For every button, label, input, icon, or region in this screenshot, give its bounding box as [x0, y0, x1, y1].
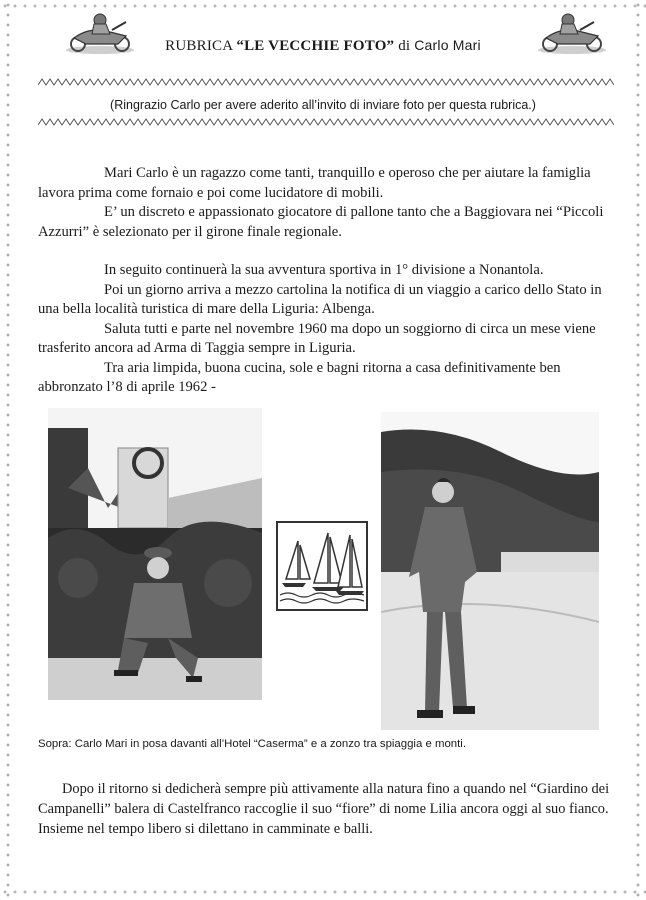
zigzag-divider-top	[38, 78, 614, 86]
paragraph: In seguito continuerà la sua avventura sportiva in 1° divisione a Nonantola.	[104, 262, 544, 278]
dotted-border-left	[4, 0, 12, 900]
rubric-title: “LE VECCHIE FOTO”	[236, 38, 395, 54]
photo-hotel-caserma	[48, 408, 262, 700]
sailboats-icon	[276, 521, 368, 611]
article-closing	[38, 780, 614, 839]
thanks-note: (Ringrazio Carlo per avere aderito all’invito di inviare foto per questa rubrica.)	[110, 98, 536, 112]
paragraph: Saluta tutti e parte nel novembre 1960 ma dopo un soggiorno di circa un mese viene trasferito ancora ad Arma di Taggia sempre in Liguria.	[38, 320, 596, 356]
paragraph: E’ un discreto e appassionato giocatore di pallone tanto che a Baggiovara nei “Piccoli Azzurri” è selezionato per il girone finale regionale.	[38, 204, 604, 240]
rubric-author: Carlo Mari	[414, 37, 481, 53]
dotted-border-top	[0, 2, 646, 10]
article-intro	[38, 164, 614, 242]
photo-spiaggia-monti	[381, 412, 599, 730]
paragraph: Dopo il ritorno si dedicherà sempre più attivamente alla natura fino a quando nel “Giardino dei Campanelli” balera di Castelfranco raccoglie il suo “fiore” di nome Lilia ancora oggi al suo fianco. Insieme nel tempo libero si dilettano in camminate e balli.	[38, 781, 610, 837]
rubric-prefix: RUBRICA	[165, 38, 237, 54]
photo-caption: Sopra: Carlo Mari in posa davanti all’Hotel “Caserma” e a zonzo tra spiaggia e monti.	[38, 738, 466, 750]
paragraph: Mari Carlo è un ragazzo come tanti, tranquillo e operoso che per aiutare la famiglia lavora prima come fornaio e poi come lucidatore di mobili.	[38, 165, 591, 201]
dotted-border-bottom	[0, 888, 646, 896]
rubric-by: di	[394, 38, 415, 54]
rubric-heading	[0, 37, 646, 55]
dotted-border-right	[634, 0, 642, 900]
article-middle	[38, 261, 614, 398]
zigzag-divider-bottom	[38, 118, 614, 126]
paragraph: Tra aria limpida, buona cucina, sole e bagni ritorna a casa definitivamente ben abbronzato l’8 di aprile 1962 -	[38, 359, 561, 395]
paragraph: Poi un giorno arriva a mezzo cartolina la notifica di un viaggio a carico dello Stato in una bella località turistica di mare della Liguria: Albenga.	[38, 281, 602, 317]
